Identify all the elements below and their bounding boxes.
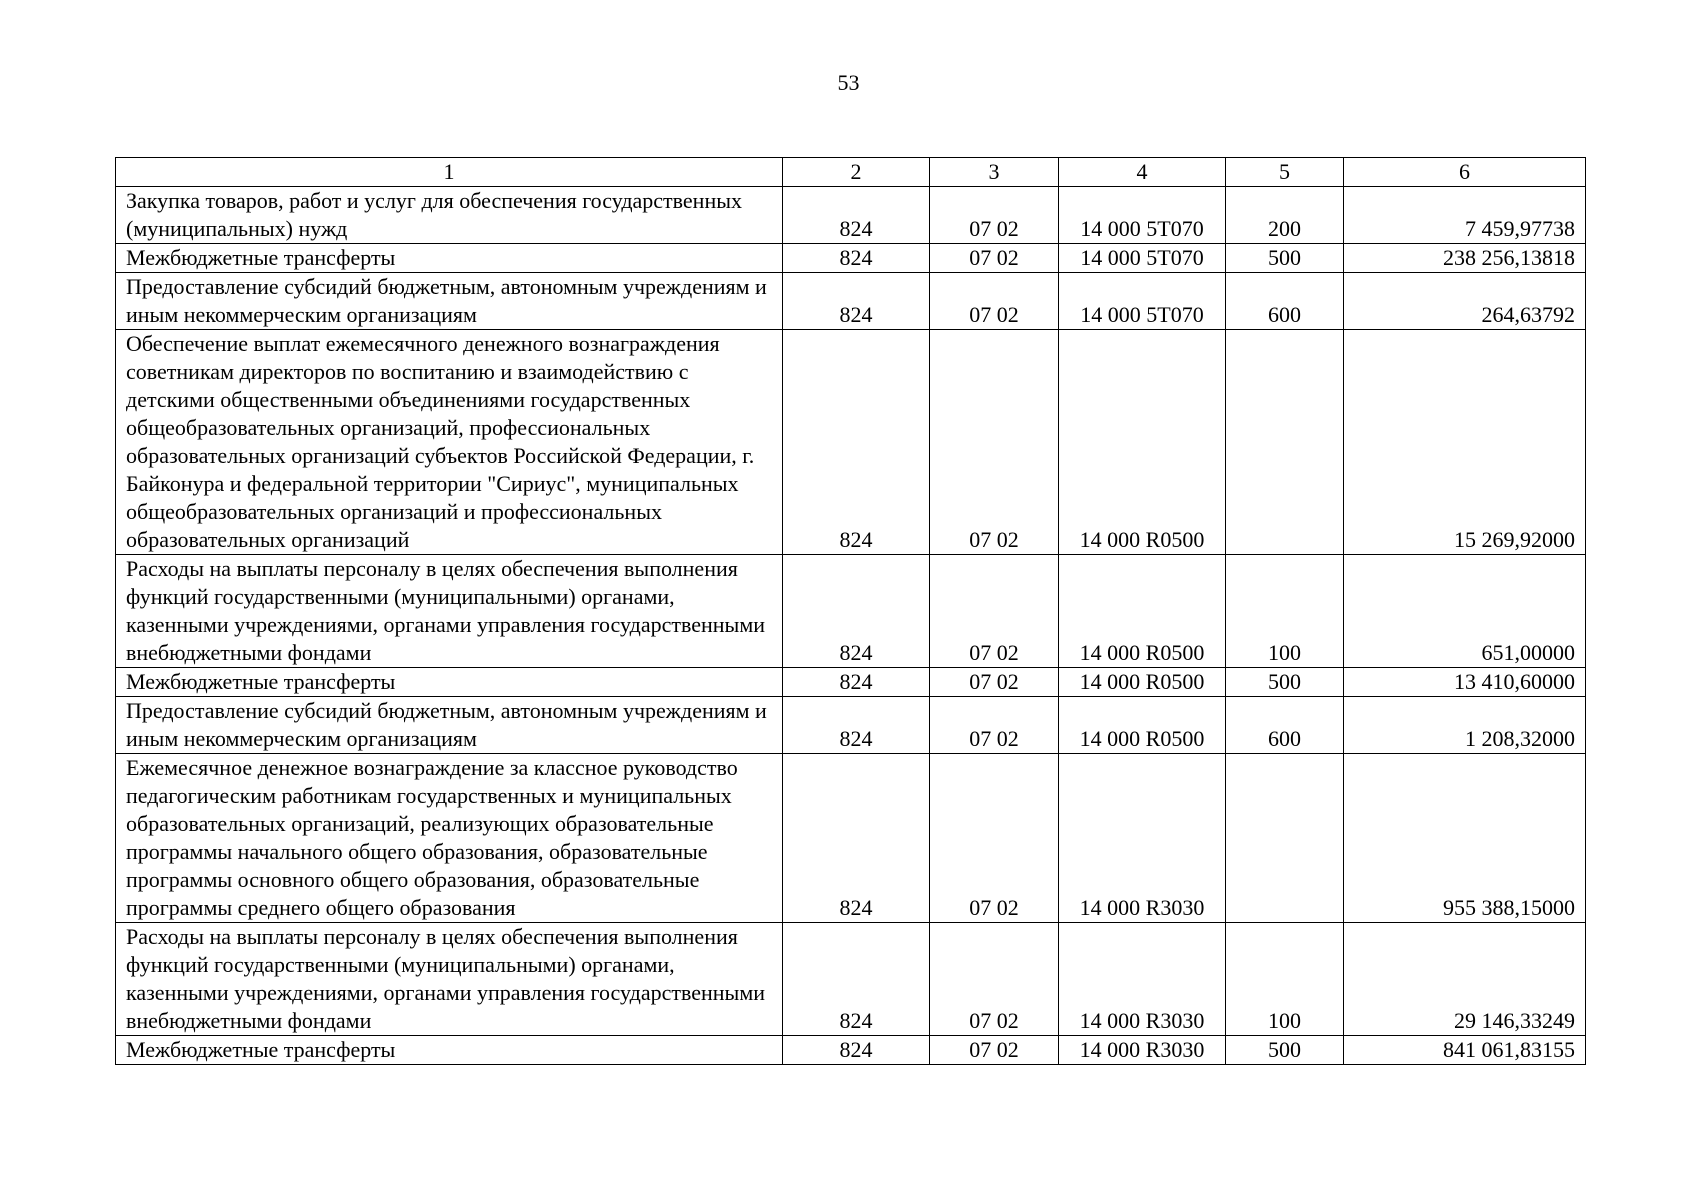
row-target-cell: 14 000 5Т070 xyxy=(1059,273,1226,330)
row-target-cell: 14 000 R3030 xyxy=(1059,754,1226,923)
row-name-cell: Обеспечение выплат ежемесячного денежного вознаграждения советникам директоров по воспитанию и взаимодействию с детскими общественными объединениями государственных общеобразовательных организаций, профессиональных образовательных организаций субъектов Российской Федерации, г. Байконура и федеральной территории "Сириус", муниципальных общеобразовательных организаций и профессиональных образовательных организаций xyxy=(116,330,783,555)
row-ved-cell: 824 xyxy=(783,244,930,273)
row-ved-cell: 824 xyxy=(783,555,930,668)
header-cell-4: 4 xyxy=(1059,158,1226,187)
row-ved-cell: 824 xyxy=(783,697,930,754)
row-expense-type-cell xyxy=(1226,330,1344,555)
table-row xyxy=(116,187,1586,244)
row-expense-type-cell xyxy=(1226,754,1344,923)
row-section-cell: 07 02 xyxy=(930,273,1059,330)
row-ved-cell: 824 xyxy=(783,1036,930,1065)
table-row xyxy=(116,1036,1586,1065)
header-cell-2: 2 xyxy=(783,158,930,187)
row-sum-cell: 651,00000 xyxy=(1344,555,1586,668)
row-name-cell: Межбюджетные трансферты xyxy=(116,668,783,697)
header-cell-1: 1 xyxy=(116,158,783,187)
row-ved-cell: 824 xyxy=(783,273,930,330)
row-section-cell: 07 02 xyxy=(930,244,1059,273)
row-sum-cell: 29 146,33249 xyxy=(1344,923,1586,1036)
row-section-cell: 07 02 xyxy=(930,330,1059,555)
row-expense-type-cell: 100 xyxy=(1226,923,1344,1036)
row-sum-cell: 15 269,92000 xyxy=(1344,330,1586,555)
table-row xyxy=(116,697,1586,754)
row-target-cell: 14 000 R3030 xyxy=(1059,923,1226,1036)
row-expense-type-cell: 600 xyxy=(1226,273,1344,330)
row-target-cell: 14 000 R0500 xyxy=(1059,555,1226,668)
header-cell-5: 5 xyxy=(1226,158,1344,187)
row-name-cell: Ежемесячное денежное вознаграждение за классное руководство педагогическим работникам государственных и муниципальных образовательных организаций, реализующих образовательные программы начального общего образования, образовательные программы основного общего образования, образовательные программы среднего общего образования xyxy=(116,754,783,923)
row-expense-type-cell: 500 xyxy=(1226,668,1344,697)
row-target-cell: 14 000 5Т070 xyxy=(1059,244,1226,273)
row-target-cell: 14 000 5Т070 xyxy=(1059,187,1226,244)
row-name-cell: Межбюджетные трансферты xyxy=(116,1036,783,1065)
row-target-cell: 14 000 R3030 xyxy=(1059,1036,1226,1065)
row-ved-cell: 824 xyxy=(783,668,930,697)
table-row xyxy=(116,555,1586,668)
row-sum-cell: 238 256,13818 xyxy=(1344,244,1586,273)
row-name-cell: Расходы на выплаты персоналу в целях обеспечения выполнения функций государственными (муниципальными) органами, казенными учреждениями, органами управления государственными внебюджетными фондами xyxy=(116,555,783,668)
header-cell-3: 3 xyxy=(930,158,1059,187)
row-target-cell: 14 000 R0500 xyxy=(1059,330,1226,555)
row-section-cell: 07 02 xyxy=(930,668,1059,697)
row-section-cell: 07 02 xyxy=(930,555,1059,668)
row-section-cell: 07 02 xyxy=(930,187,1059,244)
table-row xyxy=(116,244,1586,273)
row-target-cell: 14 000 R0500 xyxy=(1059,668,1226,697)
table-header-row xyxy=(116,158,1586,187)
row-sum-cell: 264,63792 xyxy=(1344,273,1586,330)
row-ved-cell: 824 xyxy=(783,754,930,923)
row-expense-type-cell: 200 xyxy=(1226,187,1344,244)
table-row xyxy=(116,273,1586,330)
row-name-cell: Межбюджетные трансферты xyxy=(116,244,783,273)
page-number: 53 xyxy=(837,70,860,95)
row-ved-cell: 824 xyxy=(783,923,930,1036)
row-expense-type-cell: 600 xyxy=(1226,697,1344,754)
table-row xyxy=(116,923,1586,1036)
row-section-cell: 07 02 xyxy=(930,697,1059,754)
row-sum-cell: 841 061,83155 xyxy=(1344,1036,1586,1065)
row-section-cell: 07 02 xyxy=(930,1036,1059,1065)
row-section-cell: 07 02 xyxy=(930,923,1059,1036)
row-ved-cell: 824 xyxy=(783,330,930,555)
row-name-cell: Закупка товаров, работ и услуг для обеспечения государственных (муниципальных) нужд xyxy=(116,187,783,244)
header-cell-6: 6 xyxy=(1344,158,1586,187)
row-section-cell: 07 02 xyxy=(930,754,1059,923)
row-expense-type-cell: 100 xyxy=(1226,555,1344,668)
row-expense-type-cell: 500 xyxy=(1226,1036,1344,1065)
row-sum-cell: 955 388,15000 xyxy=(1344,754,1586,923)
row-target-cell: 14 000 R0500 xyxy=(1059,697,1226,754)
budget-table xyxy=(115,157,1586,1065)
row-expense-type-cell: 500 xyxy=(1226,244,1344,273)
table-row xyxy=(116,668,1586,697)
row-sum-cell: 1 208,32000 xyxy=(1344,697,1586,754)
row-ved-cell: 824 xyxy=(783,187,930,244)
table-row xyxy=(116,330,1586,555)
row-sum-cell: 7 459,97738 xyxy=(1344,187,1586,244)
row-name-cell: Предоставление субсидий бюджетным, автономным учреждениям и иным некоммерческим организациям xyxy=(116,697,783,754)
row-name-cell: Предоставление субсидий бюджетным, автономным учреждениям и иным некоммерческим организациям xyxy=(116,273,783,330)
row-sum-cell: 13 410,60000 xyxy=(1344,668,1586,697)
row-name-cell: Расходы на выплаты персоналу в целях обеспечения выполнения функций государственными (муниципальными) органами, казенными учреждениями, органами управления государственными внебюджетными фондами xyxy=(116,923,783,1036)
table-row xyxy=(116,754,1586,923)
